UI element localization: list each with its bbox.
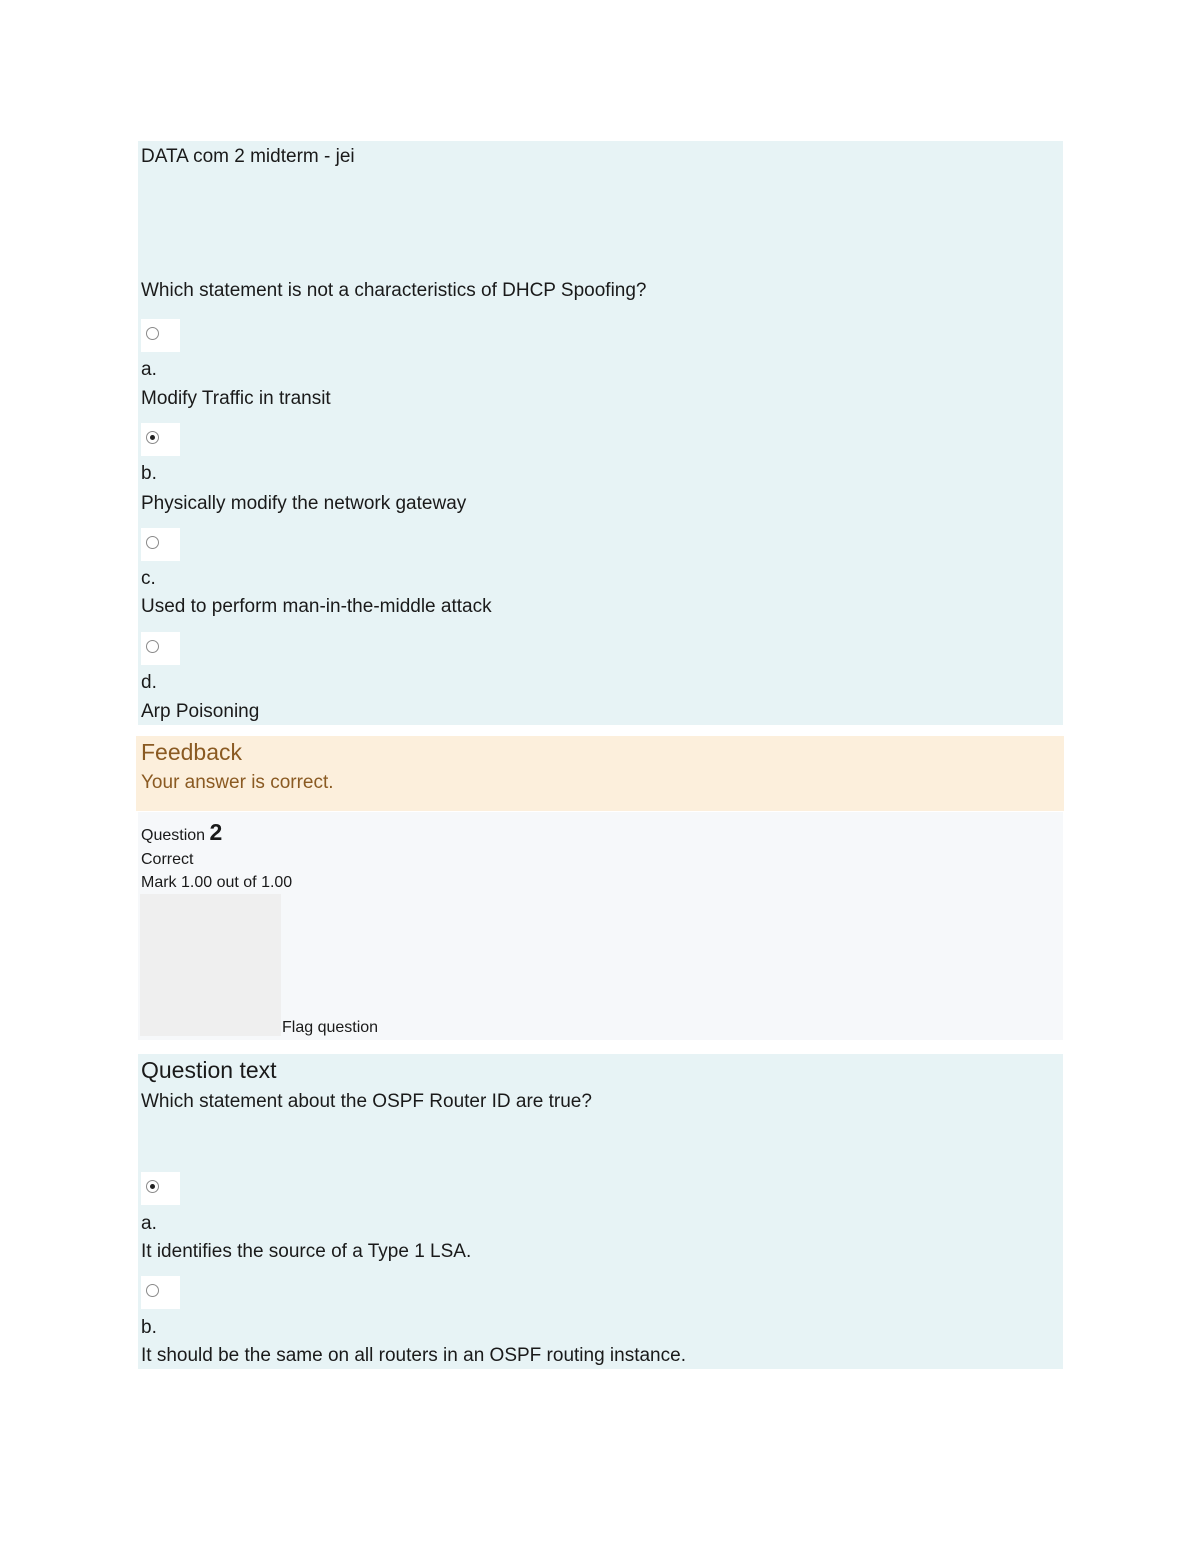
option-c-letter: c. [141,568,156,589]
option-d-radio[interactable] [141,632,180,665]
feedback-text: Your answer is correct. [141,772,334,793]
question-2-text: Which statement about the OSPF Router ID are true? [141,1091,592,1112]
option-c-text: Used to perform man-in-the-middle attack [141,596,492,617]
flag-icon[interactable] [140,894,281,1036]
flag-question-link[interactable]: Flag question [282,1019,379,1036]
question-2-info [138,812,1063,1040]
option-c-radio[interactable] [141,528,180,561]
feedback-panel [136,736,1064,811]
radio-unchecked-icon [146,640,159,653]
option-d-letter: d. [141,672,157,693]
q2-option-b-text: It should be the same on all routers in an OSPF routing instance. [141,1345,686,1366]
feedback-title: Feedback [141,739,243,765]
option-d-text: Arp Poisoning [141,701,260,722]
question-label: Question [141,827,206,844]
question-mark: Mark 1.00 out of 1.00 [141,874,293,891]
option-b-radio[interactable] [141,423,180,456]
question-text-heading: Question text [141,1057,277,1083]
radio-checked-icon [146,1180,159,1193]
option-b-letter: b. [141,463,157,484]
question-2-panel [138,1054,1063,1369]
option-a-text: Modify Traffic in transit [141,388,331,409]
q2-option-a-letter: a. [141,1213,157,1234]
radio-unchecked-icon [146,536,159,549]
quiz-title: DATA com 2 midterm - jei [141,146,355,167]
q2-option-b-letter: b. [141,1317,157,1338]
question-status: Correct [141,851,194,868]
question-1-text: Which statement is not a characteristics of DHCP Spoofing? [141,280,647,301]
radio-unchecked-icon [146,1284,159,1297]
q2-option-a-radio[interactable] [141,1172,180,1205]
question-number: 2 [209,819,223,845]
radio-checked-icon [146,431,159,444]
question-number-label [141,819,223,846]
option-a-letter: a. [141,359,157,380]
q2-option-b-radio[interactable] [141,1276,180,1309]
q2-option-a-text: It identifies the source of a Type 1 LSA. [141,1241,472,1262]
radio-unchecked-icon [146,327,159,340]
question-1-panel [138,141,1063,725]
option-a-radio[interactable] [141,319,180,352]
option-b-text: Physically modify the network gateway [141,493,467,514]
